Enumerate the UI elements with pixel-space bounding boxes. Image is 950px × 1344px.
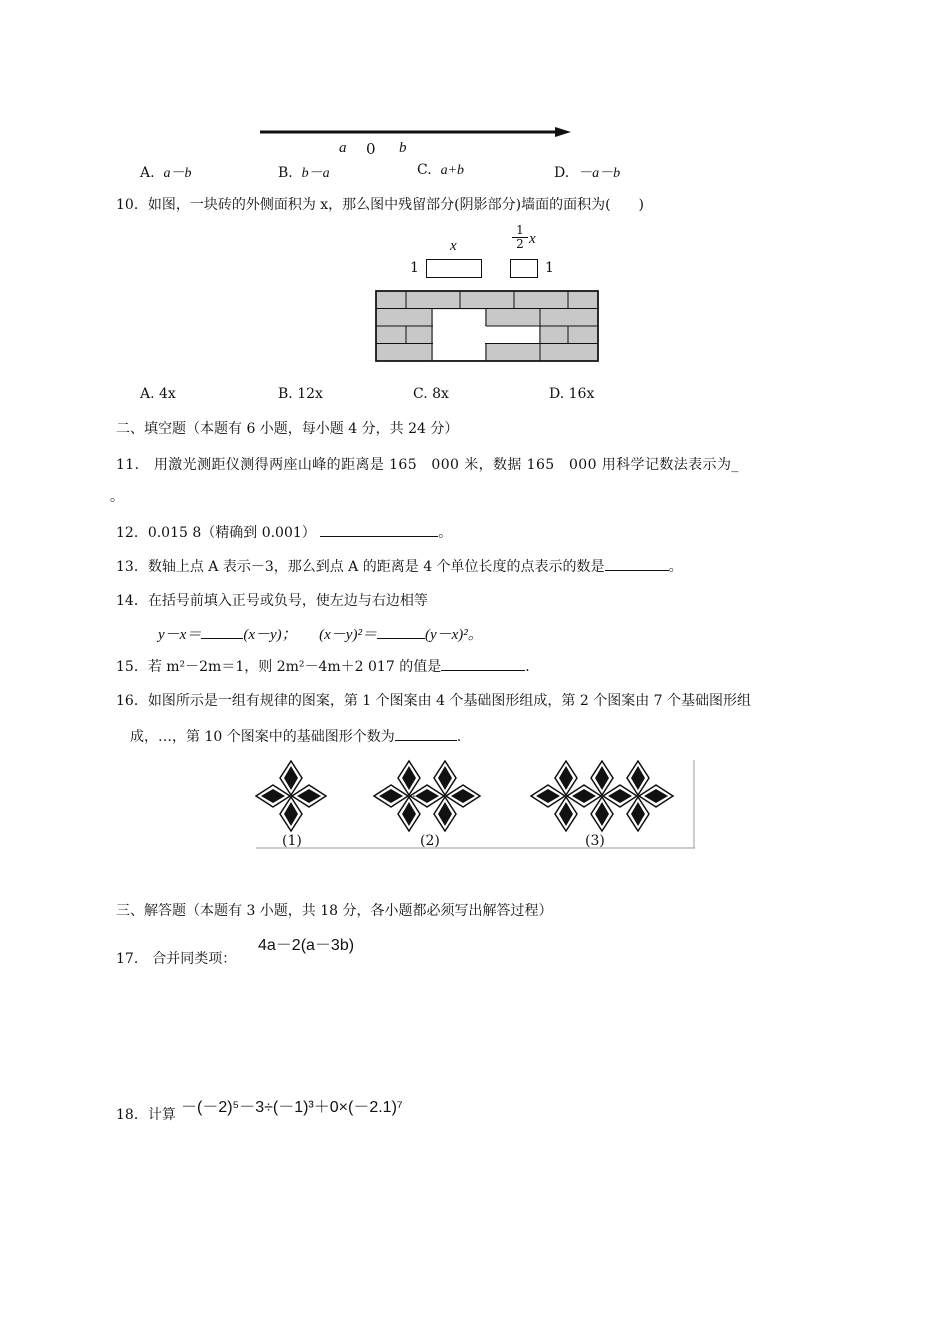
q14-blank-2[interactable] — [377, 624, 425, 639]
q12-answer-blank[interactable] — [320, 522, 438, 537]
axis-label-a: a — [339, 140, 347, 156]
q10-text: 10．如图，一块砖的外侧面积为 x，那么图中残留部分(阴影部分)墙面的面积为( ) — [116, 197, 645, 213]
q14-text: 14．在括号前填入正号或负号，使左边与右边相等 — [116, 593, 428, 609]
pattern-label-3: (3) — [585, 833, 605, 849]
q11-line1: 11． 用激光测距仪测得两座山峰的距离是 165 000 米，数据 165 000 用科学记数法表示为_ — [116, 457, 739, 473]
q14-blank-1[interactable] — [201, 624, 243, 639]
q15-answer-blank[interactable] — [441, 656, 525, 671]
half-fraction: 1 2 — [512, 224, 528, 251]
q10-option-c: C. 8x — [413, 386, 449, 402]
number-line — [255, 124, 575, 140]
section-2-heading: 二、填空题（本题有 6 小题，每小题 4 分，共 24 分） — [116, 421, 459, 437]
axis-label-zero: 0 — [366, 140, 376, 158]
brick-half — [510, 259, 538, 278]
q13-text: 13．数轴上点 A 表示－3，那么到点 A 的距离是 4 个单位长度的点表示的数是 。 — [116, 556, 683, 576]
brick-x-label: x — [450, 238, 457, 254]
q9-option-a: A. a－b — [140, 165, 192, 181]
q12-text: 12．0.015 8（精确到 0.001） 。 — [116, 522, 452, 542]
q10-option-b: B. 12x — [278, 386, 323, 402]
brick-full — [426, 259, 482, 278]
q10-option-d: D. 16x — [549, 386, 595, 402]
q18-label: 18．计算 — [116, 1107, 176, 1123]
q13-answer-blank[interactable] — [605, 556, 669, 571]
section-3-heading: 三、解答题（本题有 3 小题，共 18 分，各小题都必须写出解答过程） — [116, 903, 553, 919]
axis-label-b: b — [399, 140, 407, 156]
q9-option-c: C. a+b — [417, 162, 465, 178]
q15-text: 15．若 m²－2m＝1，则 2m²－4m＋2 017 的值是 . — [116, 656, 530, 676]
q16-line2: 成，…，第 10 个图案中的基础图形个数为 . — [130, 726, 461, 746]
q9-option-d: D. －a－b — [554, 165, 621, 181]
brick-wall — [375, 290, 601, 364]
q10-option-a: A. 4x — [140, 386, 176, 402]
q18-expression: －(－2)⁵－3÷(－1)³＋0×(－2.1)⁷ — [181, 1099, 403, 1116]
brick-height-label-right: 1 — [545, 260, 554, 276]
pattern-label-2: (2) — [420, 833, 440, 849]
q17-label: 17. 合并同类项： — [116, 951, 237, 967]
pattern-continuation-dots: …… — [408, 786, 434, 800]
half-x-label: x — [529, 231, 536, 247]
q17-expression: 4a－2(a－3b) — [258, 937, 355, 954]
brick-height-label-left: 1 — [410, 260, 419, 276]
q11-line2: 。 — [110, 489, 124, 505]
q9-option-b: B. b－a — [278, 165, 330, 181]
q16-answer-blank[interactable] — [395, 726, 457, 741]
pattern-label-1: (1) — [282, 833, 302, 849]
q14-equations: y－x＝ (x－y)； (x－y)²＝ (y－x)²。 — [158, 623, 483, 644]
pattern-figure — [255, 758, 697, 854]
q16-line1: 16．如图所示是一组有规律的图案，第 1 个图案由 4 个基础图形组成，第 2 个图案由 7 个基础图形组 — [116, 693, 752, 709]
